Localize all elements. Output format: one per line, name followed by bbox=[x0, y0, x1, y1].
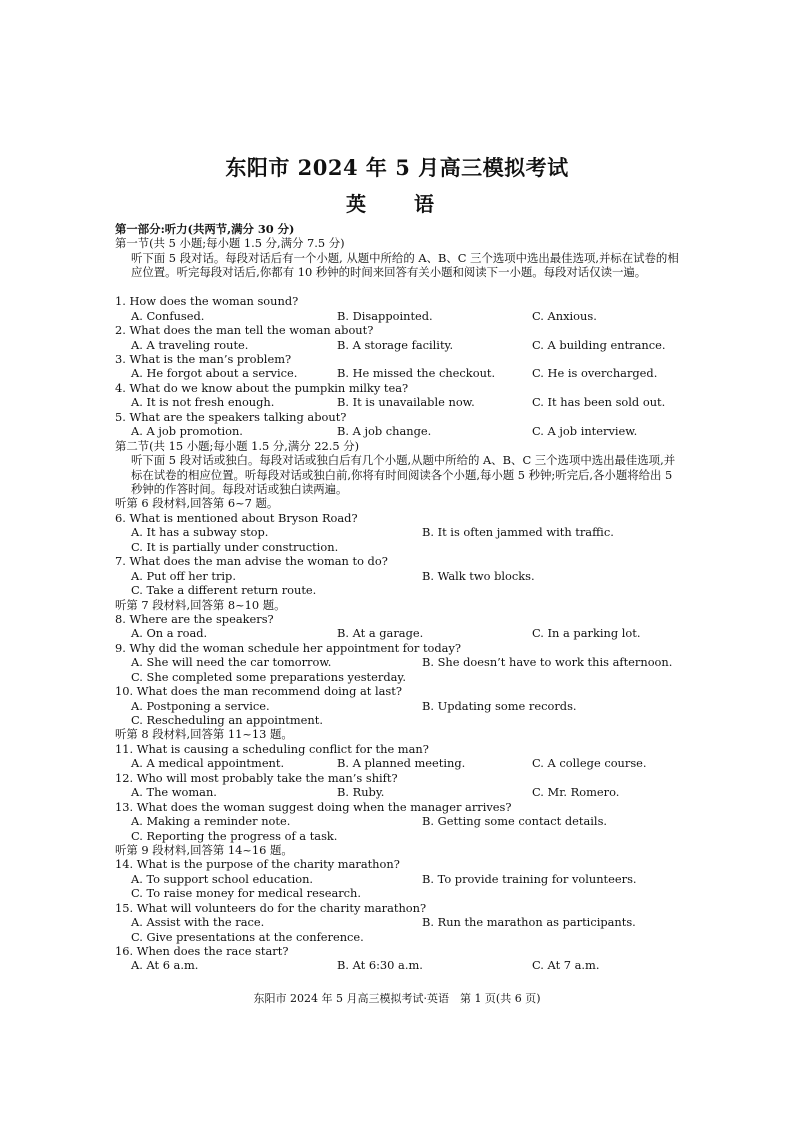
option-c: C. It is partially under construction. bbox=[131, 539, 339, 554]
option-c: C. A job interview. bbox=[532, 424, 638, 439]
option-row bbox=[115, 958, 685, 972]
option-a: A. She will need the car tomorrow. bbox=[131, 655, 332, 670]
option-a: A. Put off her trip. bbox=[131, 568, 236, 583]
option-b: B. Updating some records. bbox=[422, 698, 577, 713]
option-b: B. She doesn’t have to work this afternoon. bbox=[422, 655, 673, 670]
option-row bbox=[115, 785, 685, 799]
option-c: C. She completed some preparations yesterday. bbox=[131, 669, 406, 684]
option-row bbox=[115, 569, 685, 583]
exam-body bbox=[115, 222, 685, 973]
option-row bbox=[115, 655, 685, 669]
option-row bbox=[115, 699, 685, 713]
material-heading: 听第 8 段材料,回答第 11~13 题。 bbox=[115, 727, 293, 742]
question-stem: 13. What does the woman suggest doing when the manager arrives? bbox=[115, 799, 512, 814]
question-stem: 8. Where are the speakers? bbox=[115, 611, 274, 626]
option-c: C. In a parking lot. bbox=[532, 626, 641, 641]
question-stem: 1. How does the woman sound? bbox=[115, 294, 299, 309]
question-stem: 9. Why did the woman schedule her appointment for today? bbox=[115, 640, 462, 655]
option-c: C. A building entrance. bbox=[532, 337, 666, 352]
option-b: B. At a garage. bbox=[337, 626, 424, 641]
question-stem: 14. What is the purpose of the charity marathon? bbox=[115, 857, 400, 872]
part1-heading: 第一部分:听力(共两节,满分 30 分) bbox=[115, 222, 295, 236]
option-c: C. To raise money for medical research. bbox=[131, 886, 362, 901]
question-stem: 11. What is causing a scheduling conflict for the man? bbox=[115, 741, 429, 756]
option-a: A. Assist with the race. bbox=[131, 915, 265, 930]
question-stem: 12. Who will most probably take the man’s shift? bbox=[115, 770, 398, 785]
option-b: B. To provide training for volunteers. bbox=[422, 871, 637, 886]
question-stem: 7. What does the man advise the woman to do? bbox=[115, 554, 388, 569]
option-b: B. It is often jammed with traffic. bbox=[422, 525, 614, 540]
option-a: A. The woman. bbox=[131, 785, 217, 800]
option-a: A. A traveling route. bbox=[131, 337, 249, 352]
section2-instructions: 听下面 5 段对话或独白。每段对话或独白后有几个小题,从题中所给的 A、B、C 三个选项中选出最佳选项,并标在试卷的相应位置。听每段对话或独白前,你将有时间阅读各个小题,每小题 5 秒钟;听完后,各小题将给出 5 秒钟的作答时间。每段对话或独白读两遍。 bbox=[131, 453, 676, 496]
option-a: A. It is not fresh enough. bbox=[131, 395, 275, 410]
option-a: A. To support school education. bbox=[131, 871, 314, 886]
option-b: B. Ruby. bbox=[337, 785, 385, 800]
section1-heading: 第一节(共 5 小题;每小题 1.5 分,满分 7.5 分) bbox=[115, 236, 345, 251]
option-c: C. Rescheduling an appointment. bbox=[131, 713, 323, 728]
option-row bbox=[115, 915, 685, 929]
exam-title: 东阳市 2024 年 5 月高三模拟考试 bbox=[225, 155, 569, 180]
option-a: A. On a road. bbox=[131, 626, 208, 641]
option-a: A. A medical appointment. bbox=[131, 756, 285, 771]
page-footer: 东阳市 2024 年 5 月高三模拟考试·英语 第 1 页(共 6 页) bbox=[253, 992, 541, 1005]
option-a: A. He forgot about a service. bbox=[131, 366, 298, 381]
option-c: C. Anxious. bbox=[532, 308, 597, 323]
question-stem: 3. What is the man’s problem? bbox=[115, 352, 292, 367]
option-c: C. He is overcharged. bbox=[532, 366, 658, 381]
exam-subject: 英 语 bbox=[346, 192, 448, 216]
material-heading: 听第 9 段材料,回答第 14~16 题。 bbox=[115, 842, 293, 857]
material-heading: 听第 7 段材料,回答第 8~10 题。 bbox=[115, 597, 286, 612]
option-b: B. A job change. bbox=[337, 424, 432, 439]
option-row bbox=[115, 395, 685, 409]
option-c: C. Take a different return route. bbox=[131, 583, 317, 598]
question-stem: 2. What does the man tell the woman about? bbox=[115, 323, 374, 338]
option-row bbox=[115, 756, 685, 770]
option-row bbox=[115, 338, 685, 352]
option-row bbox=[115, 626, 685, 640]
option-a: A. It has a subway stop. bbox=[131, 525, 269, 540]
option-row bbox=[115, 424, 685, 438]
option-row bbox=[115, 525, 685, 539]
option-b: B. He missed the checkout. bbox=[337, 366, 496, 381]
question-stem: 10. What does the man recommend doing at last? bbox=[115, 684, 402, 699]
option-c: C. Give presentations at the conference. bbox=[131, 929, 364, 944]
question-stem: 4. What do we know about the pumpkin milky tea? bbox=[115, 380, 409, 395]
option-a: A. At 6 a.m. bbox=[131, 958, 199, 973]
option-c: C. A college course. bbox=[532, 756, 647, 771]
option-b: B. Getting some contact details. bbox=[422, 814, 608, 829]
option-b: B. Walk two blocks. bbox=[422, 568, 535, 583]
option-row bbox=[115, 366, 685, 380]
option-b: B. It is unavailable now. bbox=[337, 395, 475, 410]
option-b: B. At 6:30 a.m. bbox=[337, 958, 423, 973]
option-row bbox=[115, 814, 685, 828]
option-a: A. Making a reminder note. bbox=[131, 814, 291, 829]
question-stem: 6. What is mentioned about Bryson Road? bbox=[115, 510, 358, 525]
question-stem: 16. When does the race start? bbox=[115, 944, 289, 959]
option-c: C. Mr. Romero. bbox=[532, 785, 620, 800]
question-stem: 5. What are the speakers talking about? bbox=[115, 409, 347, 424]
section1-instructions: 听下面 5 段对话。每段对话后有一个小题, 从题中所给的 A、B、C 三个选项中选出最佳选项,并标在试卷的相应位置。听完每段对话后,你都有 10 秒钟的时间来回答有关小题和阅读下一小题。每段对话仅读一遍。 bbox=[131, 250, 679, 280]
option-c: C. Reporting the progress of a task. bbox=[131, 828, 338, 843]
option-b: B. Disappointed. bbox=[337, 308, 433, 323]
option-a: A. A job promotion. bbox=[131, 424, 243, 439]
option-b: B. Run the marathon as participants. bbox=[422, 915, 636, 930]
option-a: A. Confused. bbox=[131, 308, 205, 323]
option-row bbox=[115, 872, 685, 886]
option-row bbox=[115, 309, 685, 323]
question-stem: 15. What will volunteers do for the charity marathon? bbox=[115, 900, 427, 915]
option-b: B. A planned meeting. bbox=[337, 756, 466, 771]
option-a: A. Postponing a service. bbox=[131, 698, 270, 713]
option-c: C. It has been sold out. bbox=[532, 395, 666, 410]
material-heading: 听第 6 段材料,回答第 6~7 题。 bbox=[115, 496, 279, 511]
option-b: B. A storage facility. bbox=[337, 337, 454, 352]
section2-heading: 第二节(共 15 小题;每小题 1.5 分,满分 22.5 分) bbox=[115, 438, 360, 453]
option-c: C. At 7 a.m. bbox=[532, 958, 600, 973]
